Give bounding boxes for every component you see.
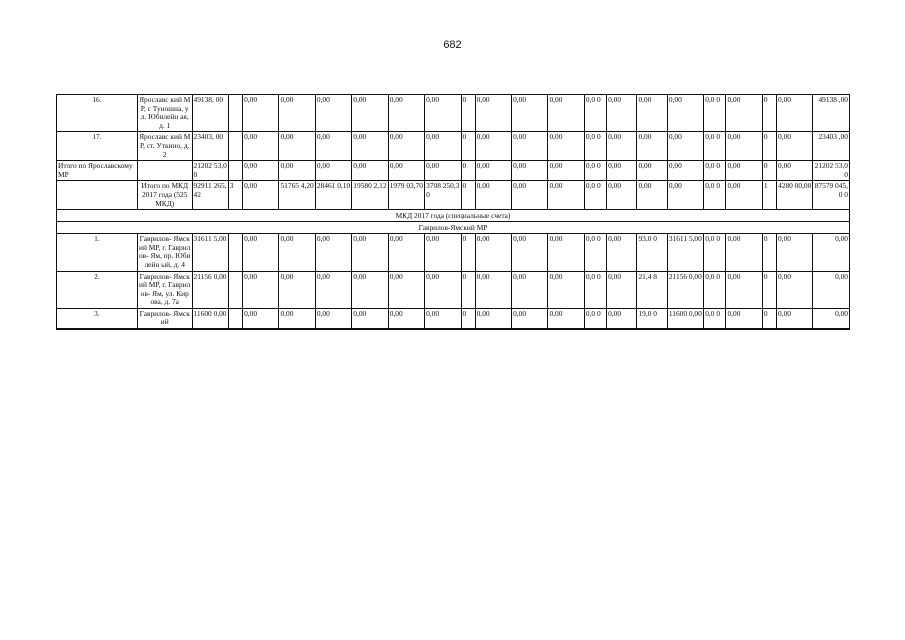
value-cell: 0,00	[637, 181, 667, 210]
table-body-top	[57, 95, 850, 210]
value-cell: 3708 250,3 0	[425, 181, 461, 210]
value-cell: 0,00	[777, 234, 813, 271]
value-cell: 0,00	[512, 181, 548, 210]
value-cell: 21202 53,00	[192, 161, 228, 181]
table-row	[57, 95, 850, 132]
table-row	[57, 181, 850, 210]
value-cell: 0,00	[425, 161, 461, 181]
value-cell: 0,00	[315, 234, 351, 271]
value-cell: 21,4 8	[637, 271, 667, 308]
value-cell: 19580 2,12	[352, 181, 388, 210]
value-cell: 0,00	[607, 181, 637, 210]
value-cell: 0,0 0	[584, 161, 606, 181]
value-cell: 0,00	[777, 308, 813, 329]
value-cell: 0,00	[726, 132, 762, 161]
value-cell: 0,0 0	[704, 271, 726, 308]
value-cell: 0,0 0	[584, 271, 606, 308]
row-number-cell: 3.	[57, 308, 138, 329]
value-cell: 0,00	[813, 271, 850, 308]
value-cell: 0,00	[726, 271, 762, 308]
value-cell: 0	[461, 95, 475, 132]
value-cell: 0,00	[279, 95, 315, 132]
value-cell: 11600 0,00	[192, 308, 228, 329]
value-cell: 0,0 0	[704, 132, 726, 161]
value-cell: 21156 0,00	[192, 271, 228, 308]
value-cell: 0,00	[388, 95, 424, 132]
value-cell: 0,00	[315, 132, 351, 161]
table-body-bottom	[57, 234, 850, 329]
value-cell: 0,00	[315, 271, 351, 308]
budget-table	[56, 94, 850, 330]
value-cell: 0,00	[352, 271, 388, 308]
value-cell: 49138, 00	[192, 95, 228, 132]
value-cell: 0,00	[667, 132, 703, 161]
value-cell: 0,00	[279, 271, 315, 308]
value-cell: 0,00	[777, 161, 813, 181]
value-cell	[228, 234, 242, 271]
value-cell: 0,00	[777, 271, 813, 308]
value-cell: 0,0 0	[584, 181, 606, 210]
value-cell: 51765 4,20	[279, 181, 315, 210]
value-cell: 0,00	[352, 161, 388, 181]
value-cell: 0,00	[279, 161, 315, 181]
table-row	[57, 308, 850, 329]
value-cell: 92911 265,42	[192, 181, 228, 210]
address-cell: Гаврилов- Ямский МР, г. Гаврилов- Ям, пр. Юбилейн ый, д. 4	[137, 234, 192, 271]
value-cell	[228, 308, 242, 329]
value-cell: 0,00	[726, 234, 762, 271]
value-cell: 0,00	[637, 161, 667, 181]
address-cell: Итого по МКД 2017 года (525 МКД)	[137, 181, 192, 210]
value-cell: 0,00	[243, 234, 279, 271]
value-cell: 0,00	[315, 161, 351, 181]
value-cell: 0,00	[813, 308, 850, 329]
value-cell: 0	[461, 161, 475, 181]
value-cell: 0,00	[726, 95, 762, 132]
value-cell: 0,00	[388, 132, 424, 161]
value-cell: 0,0 0	[704, 308, 726, 329]
value-cell: 0,00	[279, 132, 315, 161]
value-cell: 0	[461, 271, 475, 308]
address-cell	[137, 161, 192, 181]
value-cell: 0	[762, 271, 776, 308]
row-number-cell: 16.	[57, 95, 138, 132]
value-cell: 0,00	[425, 234, 461, 271]
value-cell: 0,00	[388, 271, 424, 308]
value-cell: 0,00	[777, 95, 813, 132]
section-title: МКД 2017 года (специальные счета)	[57, 210, 850, 222]
value-cell: 1979 03,70	[388, 181, 424, 210]
value-cell: 0,00	[388, 308, 424, 329]
value-cell: 0,00	[548, 95, 584, 132]
value-cell: 0,00	[352, 132, 388, 161]
value-cell: 0,00	[548, 132, 584, 161]
value-cell: 3	[228, 181, 242, 210]
row-number-cell: 1.	[57, 234, 138, 271]
value-cell: 0,00	[512, 234, 548, 271]
value-cell: 0,00	[512, 95, 548, 132]
value-cell: 0,00	[726, 308, 762, 329]
value-cell: 0,00	[315, 95, 351, 132]
value-cell: 28461 0,10	[315, 181, 351, 210]
value-cell: 4280 00,00	[777, 181, 813, 210]
value-cell: 0,00	[777, 132, 813, 161]
district-title: Гаврилов-Ямский МР	[57, 222, 850, 234]
value-cell	[228, 271, 242, 308]
value-cell: 0,0 0	[704, 234, 726, 271]
value-cell: 0	[762, 161, 776, 181]
value-cell	[228, 95, 242, 132]
value-cell: 0,00	[475, 271, 511, 308]
value-cell: 0,00	[637, 95, 667, 132]
value-cell: 0,00	[512, 271, 548, 308]
value-cell: 0,0 0	[584, 95, 606, 132]
address-cell: Ярославс кий МР, ст. Уткино, д. 2	[137, 132, 192, 161]
value-cell: 21202 53,00	[813, 161, 850, 181]
value-cell: 0,0 0	[584, 132, 606, 161]
value-cell: 0,00	[726, 161, 762, 181]
row-number-cell: 17.	[57, 132, 138, 161]
value-cell: 0,00	[726, 181, 762, 210]
value-cell: 0,00	[512, 161, 548, 181]
value-cell: 0,00	[548, 308, 584, 329]
table-row	[57, 161, 850, 181]
value-cell: 0,00	[425, 95, 461, 132]
value-cell: 0,00	[315, 308, 351, 329]
value-cell: 0,0 0	[584, 234, 606, 271]
value-cell: 0,00	[425, 132, 461, 161]
value-cell: 0,00	[243, 95, 279, 132]
value-cell: 0,00	[813, 234, 850, 271]
value-cell: 0,00	[607, 161, 637, 181]
table-section-headers	[57, 210, 850, 234]
table-row	[57, 132, 850, 161]
value-cell: 1	[762, 181, 776, 210]
value-cell: 0,00	[607, 271, 637, 308]
value-cell: 0,0 0	[584, 308, 606, 329]
value-cell: 0,00	[667, 95, 703, 132]
value-cell: 0,00	[279, 308, 315, 329]
value-cell: 0	[762, 308, 776, 329]
address-cell: Ярославс кий МР, с Туношна, ул. Юбилейн ая, д. 1	[137, 95, 192, 132]
value-cell: 0,0 0	[704, 95, 726, 132]
value-cell: 0,00	[352, 308, 388, 329]
value-cell: 0,00	[607, 95, 637, 132]
value-cell: 93,0 0	[637, 234, 667, 271]
value-cell: 0,00	[607, 234, 637, 271]
value-cell: 0	[762, 132, 776, 161]
row-number-cell	[57, 181, 138, 210]
value-cell: 0,00	[279, 234, 315, 271]
value-cell: 0,00	[512, 132, 548, 161]
value-cell: 11600 0,00	[667, 308, 703, 329]
value-cell: 0,00	[475, 161, 511, 181]
value-cell: 0	[461, 308, 475, 329]
value-cell: 0	[461, 132, 475, 161]
value-cell: 0,00	[425, 308, 461, 329]
address-cell: Гаврилов- Ямский МР, г. Гаврилов- Ям, ул. Кирова, д. 7а	[137, 271, 192, 308]
value-cell: 0,00	[243, 132, 279, 161]
value-cell: 21156 0,00	[667, 271, 703, 308]
value-cell	[228, 161, 242, 181]
value-cell: 0	[461, 234, 475, 271]
value-cell: 49138 ,00	[813, 95, 850, 132]
value-cell: 23403 ,00	[813, 132, 850, 161]
value-cell: 87579 045,0 0	[813, 181, 850, 210]
value-cell	[228, 132, 242, 161]
value-cell: 0	[461, 181, 475, 210]
value-cell: 0,0 0	[704, 181, 726, 210]
value-cell: 0,00	[475, 181, 511, 210]
table-row	[57, 271, 850, 308]
value-cell: 0,00	[667, 181, 703, 210]
value-cell: 23403, 00	[192, 132, 228, 161]
value-cell: 0,00	[637, 132, 667, 161]
value-cell: 0,00	[475, 308, 511, 329]
district-title-row	[57, 222, 850, 234]
table-row	[57, 234, 850, 271]
value-cell: 0,00	[548, 234, 584, 271]
value-cell: 0,00	[352, 234, 388, 271]
value-cell: 0,00	[548, 181, 584, 210]
value-cell: 0,00	[425, 271, 461, 308]
section-title-row	[57, 210, 850, 222]
value-cell: 0,00	[512, 308, 548, 329]
value-cell: 0,00	[388, 234, 424, 271]
value-cell: 0,00	[475, 132, 511, 161]
value-cell: 0	[762, 95, 776, 132]
value-cell: 0,00	[548, 161, 584, 181]
page-number: 682	[443, 39, 462, 51]
address-cell: Гаврилов- Ямский	[137, 308, 192, 329]
value-cell: 0,00	[607, 132, 637, 161]
row-number-cell: Итого по Ярославскому МР	[57, 161, 138, 181]
value-cell: 0,00	[243, 181, 279, 210]
value-cell: 19,0 0	[637, 308, 667, 329]
value-cell: 0	[762, 234, 776, 271]
value-cell: 31611 5,00	[667, 234, 703, 271]
row-number-cell: 2.	[57, 271, 138, 308]
value-cell: 0,00	[667, 161, 703, 181]
value-cell: 0,00	[607, 308, 637, 329]
value-cell: 0,00	[352, 95, 388, 132]
value-cell: 0,00	[243, 161, 279, 181]
value-cell: 0,00	[548, 271, 584, 308]
value-cell: 0,00	[243, 271, 279, 308]
value-cell: 0,00	[475, 95, 511, 132]
value-cell: 0,00	[243, 308, 279, 329]
value-cell: 0,0 0	[704, 161, 726, 181]
value-cell: 0,00	[388, 161, 424, 181]
value-cell: 0,00	[475, 234, 511, 271]
value-cell: 31611 5,00	[192, 234, 228, 271]
